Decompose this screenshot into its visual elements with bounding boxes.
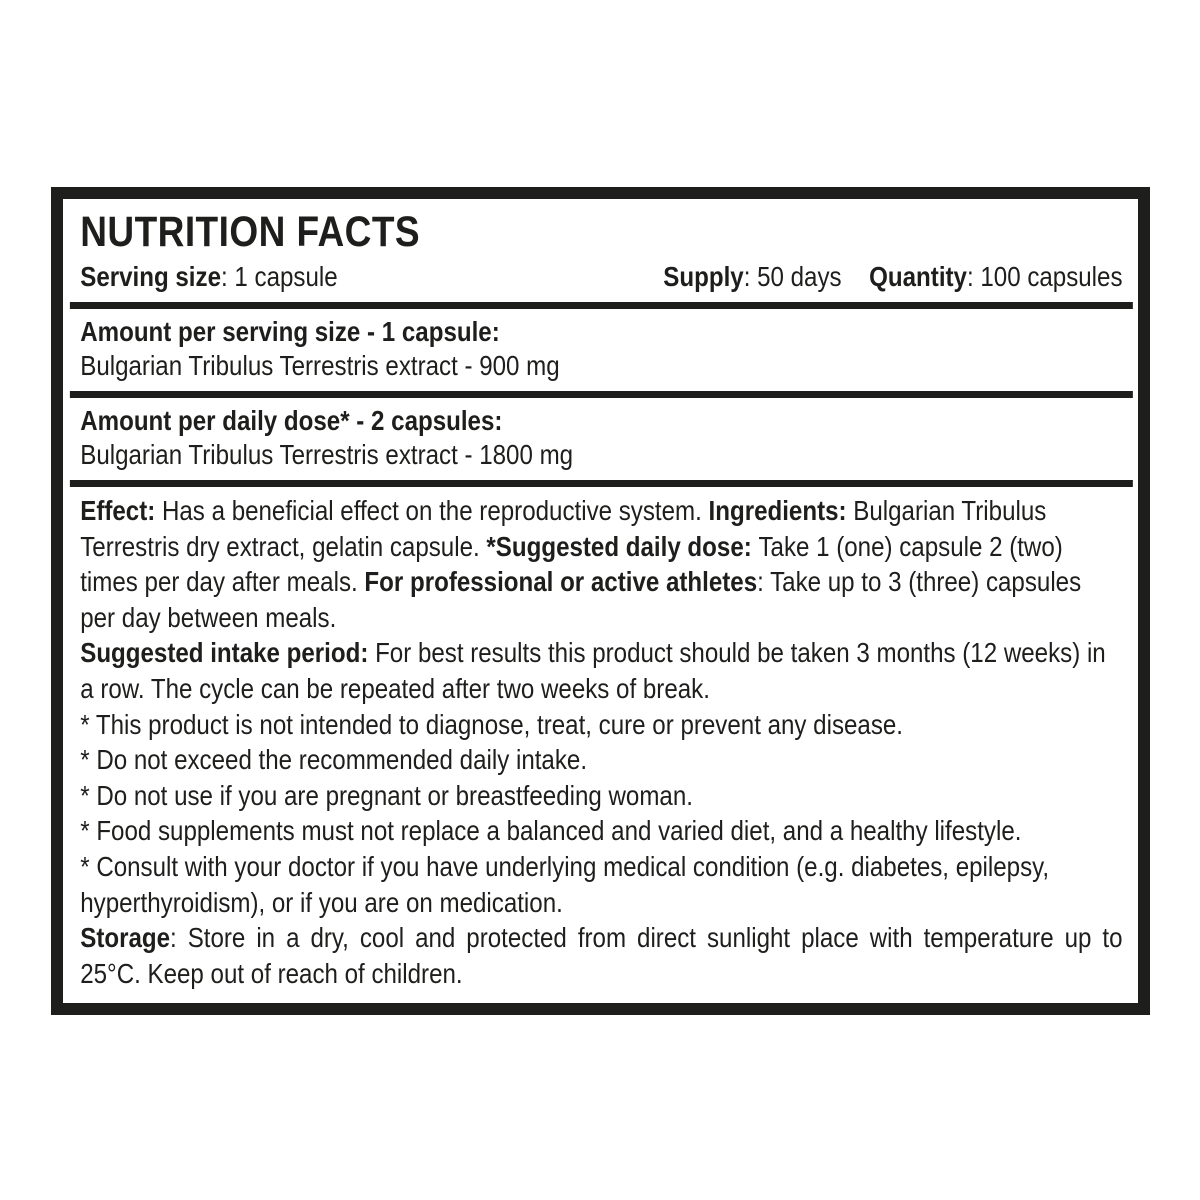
section-per-daily-dose-body: Bulgarian Tribulus Terrestris extract - 1800 mg [80, 439, 574, 470]
supply [663, 260, 841, 293]
paragraph-effect-ingredients-dose: Effect: Has a beneficial effect on the reproductive system. Ingredients: Bulgarian Tribulus Terrestris dry extract, gelatin capsule. *Suggested daily dose: Take 1 (one) capsule 2 (two) times per day after meals. For professional or active athletes: Take up to 3 (three) capsules per day between meals. [80, 495, 1082, 633]
quantity-value: : 100 capsules [966, 261, 1123, 292]
serving-size-value: : 1 capsule [220, 261, 338, 292]
section-per-daily-dose-heading: Amount per daily dose* - 2 capsules: [80, 405, 503, 436]
info-paragraphs [80, 487, 1122, 991]
disclaimer-pregnancy: * Do not use if you are pregnant or breastfeeding woman. [80, 779, 693, 811]
divider-rule [70, 480, 1133, 487]
serving-size-label: Serving size [80, 261, 221, 292]
divider-rule [70, 391, 1133, 398]
serving-row [80, 260, 1122, 293]
section-per-serving [80, 309, 1122, 391]
label-content [63, 199, 1138, 1003]
serving-size [80, 260, 337, 293]
supply-value: : 50 days [743, 261, 842, 292]
paragraph-storage: Storage: Store in a dry, cool and protected from direct sunlight place with temperature up to 25°C. Keep out of reach of children. [80, 922, 1123, 989]
quantity-label: Quantity [869, 261, 967, 292]
quantity [869, 260, 1122, 293]
section-per-serving-heading: Amount per serving size - 1 capsule: [80, 316, 500, 347]
disclaimer-consult-doctor: * Consult with your doctor if you have underlying medical condition (e.g. diabetes, epilepsy, hyperthyroidism), or if you are on medication. [80, 850, 1050, 918]
paragraph-intake-period: Suggested intake period: For best results this product should be taken 3 months (12 weeks) in a row. The cycle can be repeated after two weeks of break. [80, 637, 1106, 704]
label-title: NUTRITION FACTS [80, 208, 421, 256]
divider-rule [70, 302, 1133, 309]
disclaimer-do-not-exceed: * Do not exceed the recommended daily intake. [80, 744, 588, 776]
section-per-serving-body: Bulgarian Tribulus Terrestris extract - 900 mg [80, 350, 560, 381]
disclaimer-not-intended: * This product is not intended to diagnose, treat, cure or prevent any disease. [80, 708, 904, 740]
supply-quantity-group [663, 260, 1122, 293]
nutrition-facts-label [51, 187, 1150, 1015]
supply-label: Supply [663, 261, 744, 292]
section-per-daily-dose [80, 398, 1122, 480]
disclaimer-balanced-diet: * Food supplements must not replace a balanced and varied diet, and a healthy lifestyle. [80, 815, 1022, 847]
